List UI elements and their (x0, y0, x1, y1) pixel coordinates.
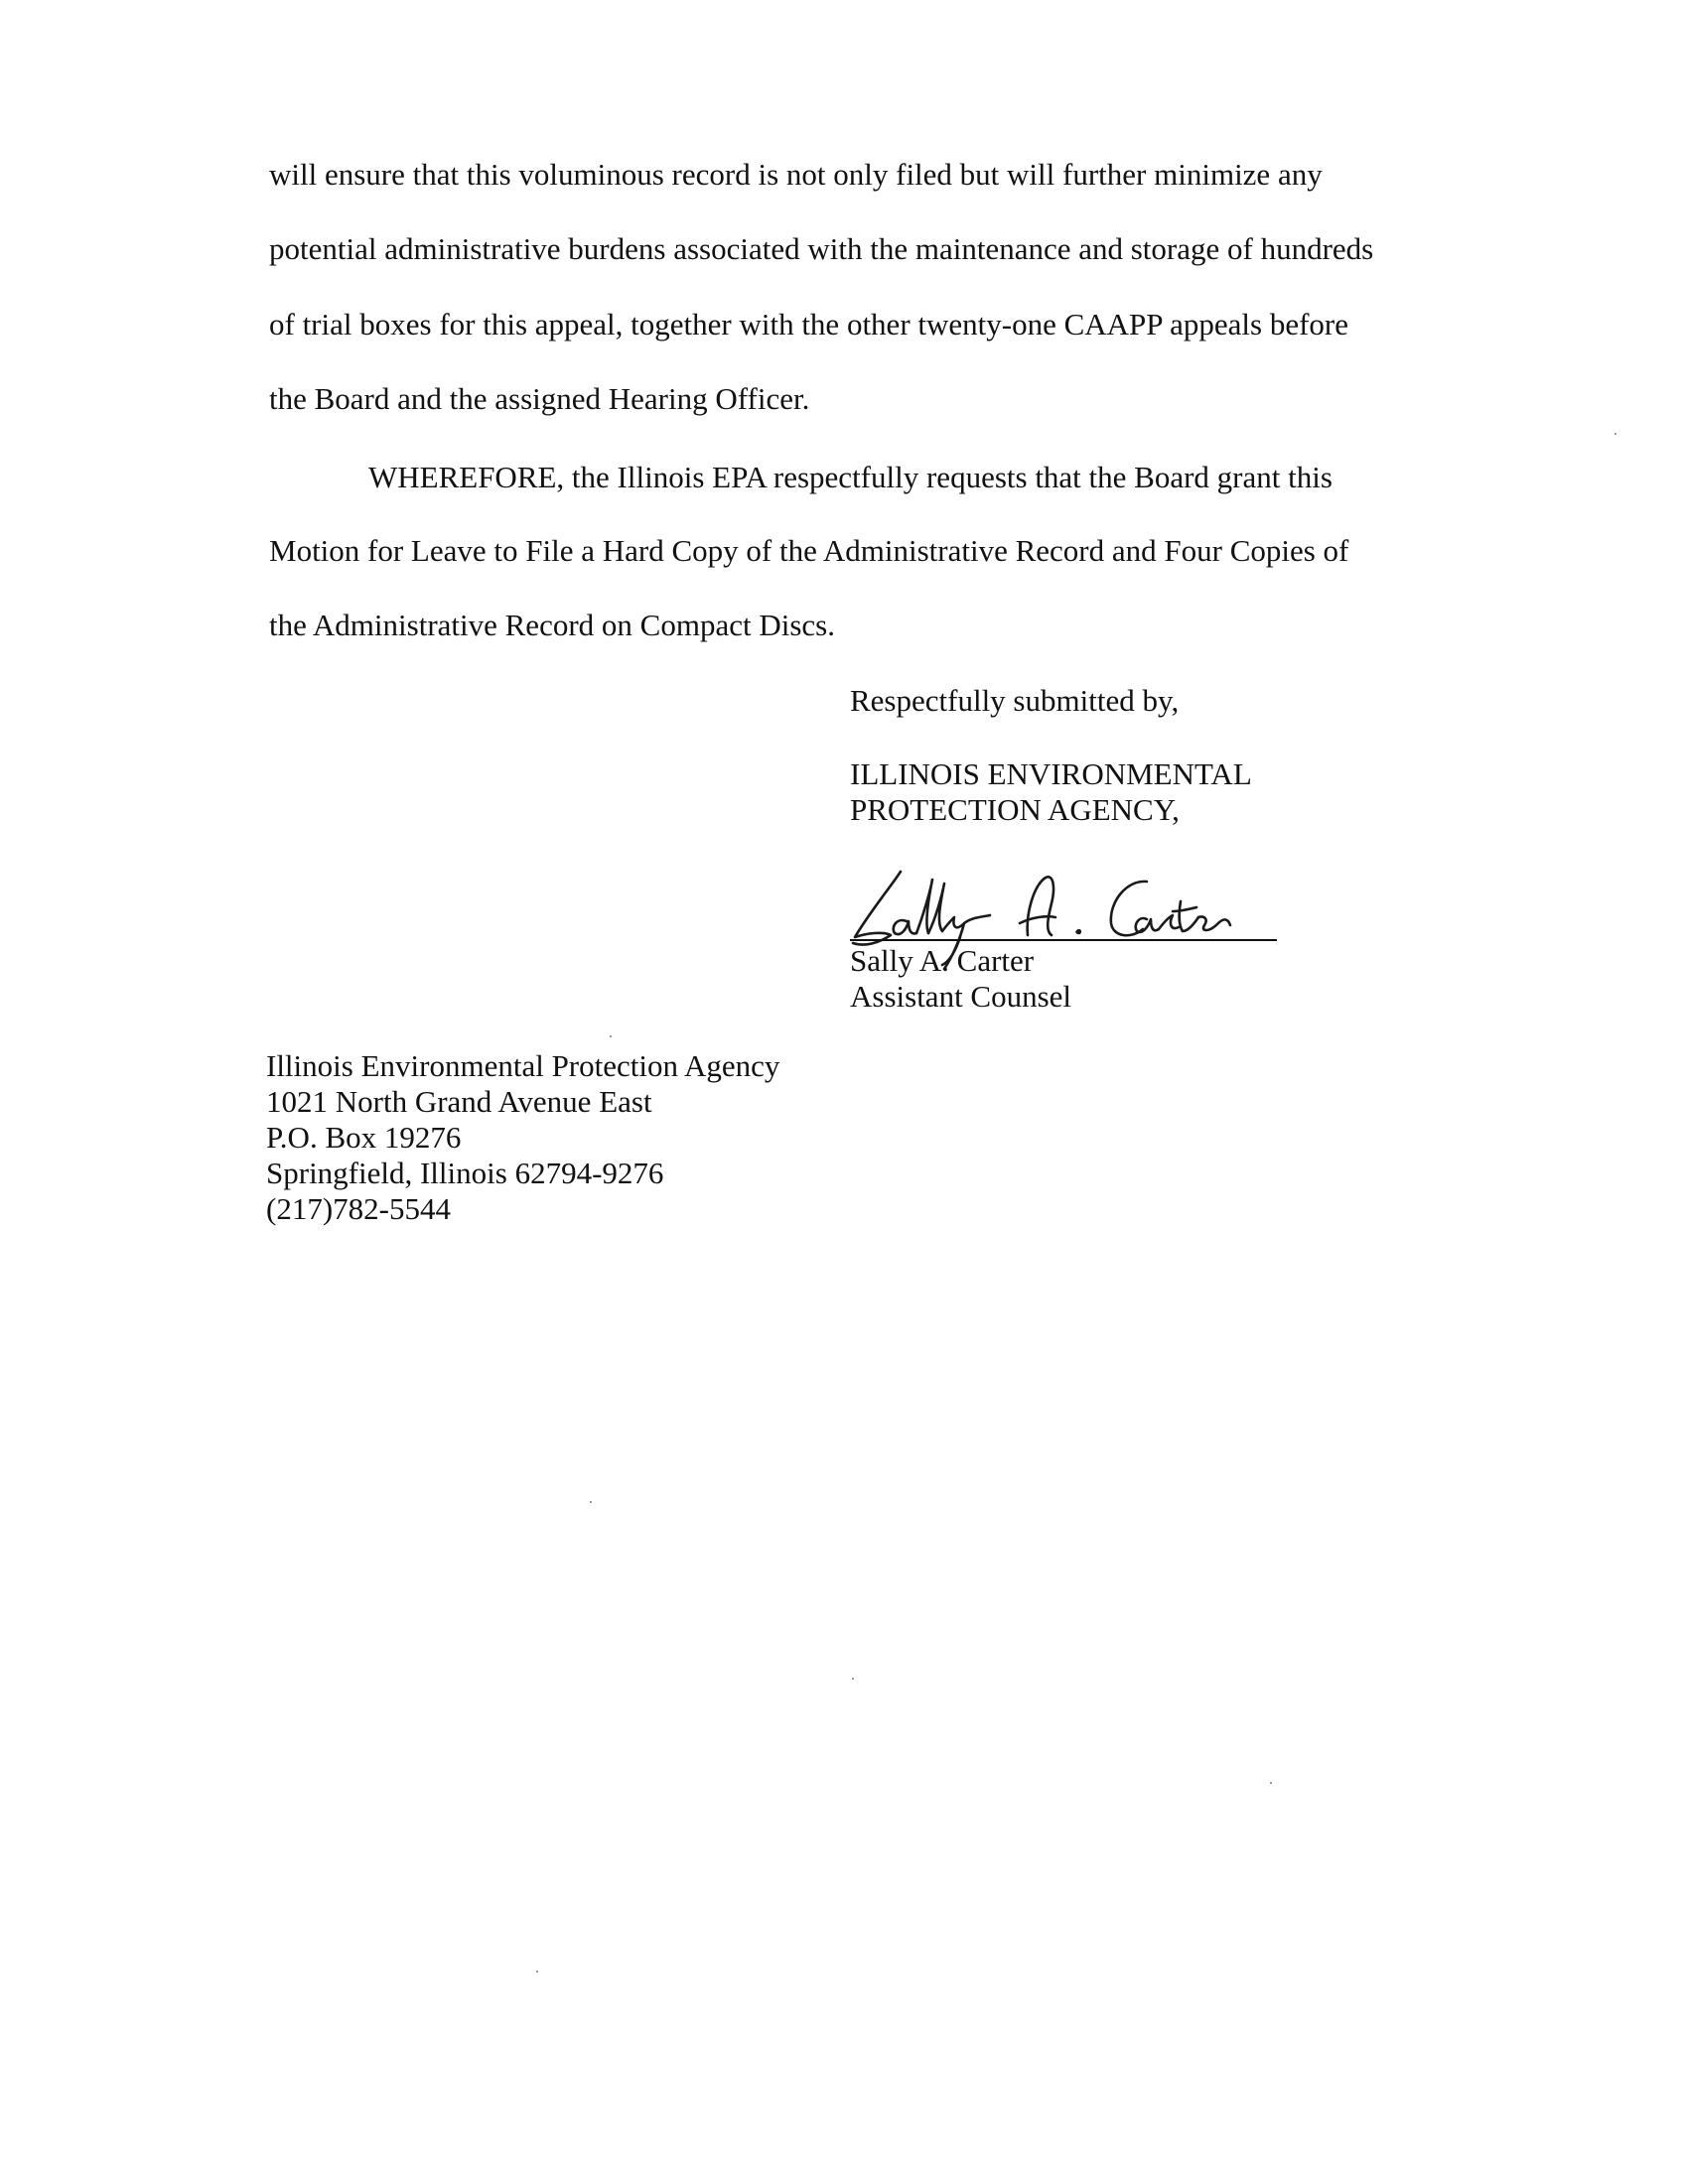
scan-speck (1270, 1782, 1272, 1784)
address-line-5: (217)782-5544 (266, 1191, 451, 1226)
scan-speck (610, 1035, 612, 1037)
paragraph-1-line-2: potential administrative burdens associated with the maintenance and storage of hundreds (269, 231, 1374, 266)
signer-name: Sally A. Carter (850, 943, 1035, 978)
address-line-3: P.O. Box 19276 (266, 1120, 462, 1155)
signature-line (850, 939, 1277, 941)
respectfully-submitted: Respectfully submitted by, (850, 683, 1180, 718)
scan-speck (590, 1501, 592, 1503)
address-line-1: Illinois Environmental Protection Agency (266, 1048, 780, 1083)
address-line-2: 1021 North Grand Avenue East (266, 1084, 652, 1119)
agency-name-line-2: PROTECTION AGENCY, (850, 792, 1180, 827)
address-line-4: Springfield, Illinois 62794-9276 (266, 1156, 664, 1190)
scan-speck (852, 1678, 854, 1680)
paragraph-2-line-1: WHEREFORE, the Illinois EPA respectfully requests that the Board grant this (368, 460, 1333, 494)
scan-speck (1614, 433, 1616, 435)
paragraph-2-line-2: Motion for Leave to File a Hard Copy of the Administrative Record and Four Copies of (269, 533, 1349, 568)
paragraph-2-line-3: the Administrative Record on Compact Discs. (269, 608, 835, 642)
paragraph-1-line-1: will ensure that this voluminous record is not only filed but will further minimize any (269, 157, 1323, 192)
signer-title: Assistant Counsel (850, 979, 1072, 1014)
paragraph-1-line-3: of trial boxes for this appeal, together with the other twenty-one CAAPP appeals before (269, 307, 1348, 341)
agency-address (266, 1048, 779, 1227)
scan-speck (536, 1971, 538, 1973)
paragraph-1-line-4: the Board and the assigned Hearing Officer. (269, 381, 810, 416)
agency-name-line-1: ILLINOIS ENVIRONMENTAL (850, 756, 1252, 791)
